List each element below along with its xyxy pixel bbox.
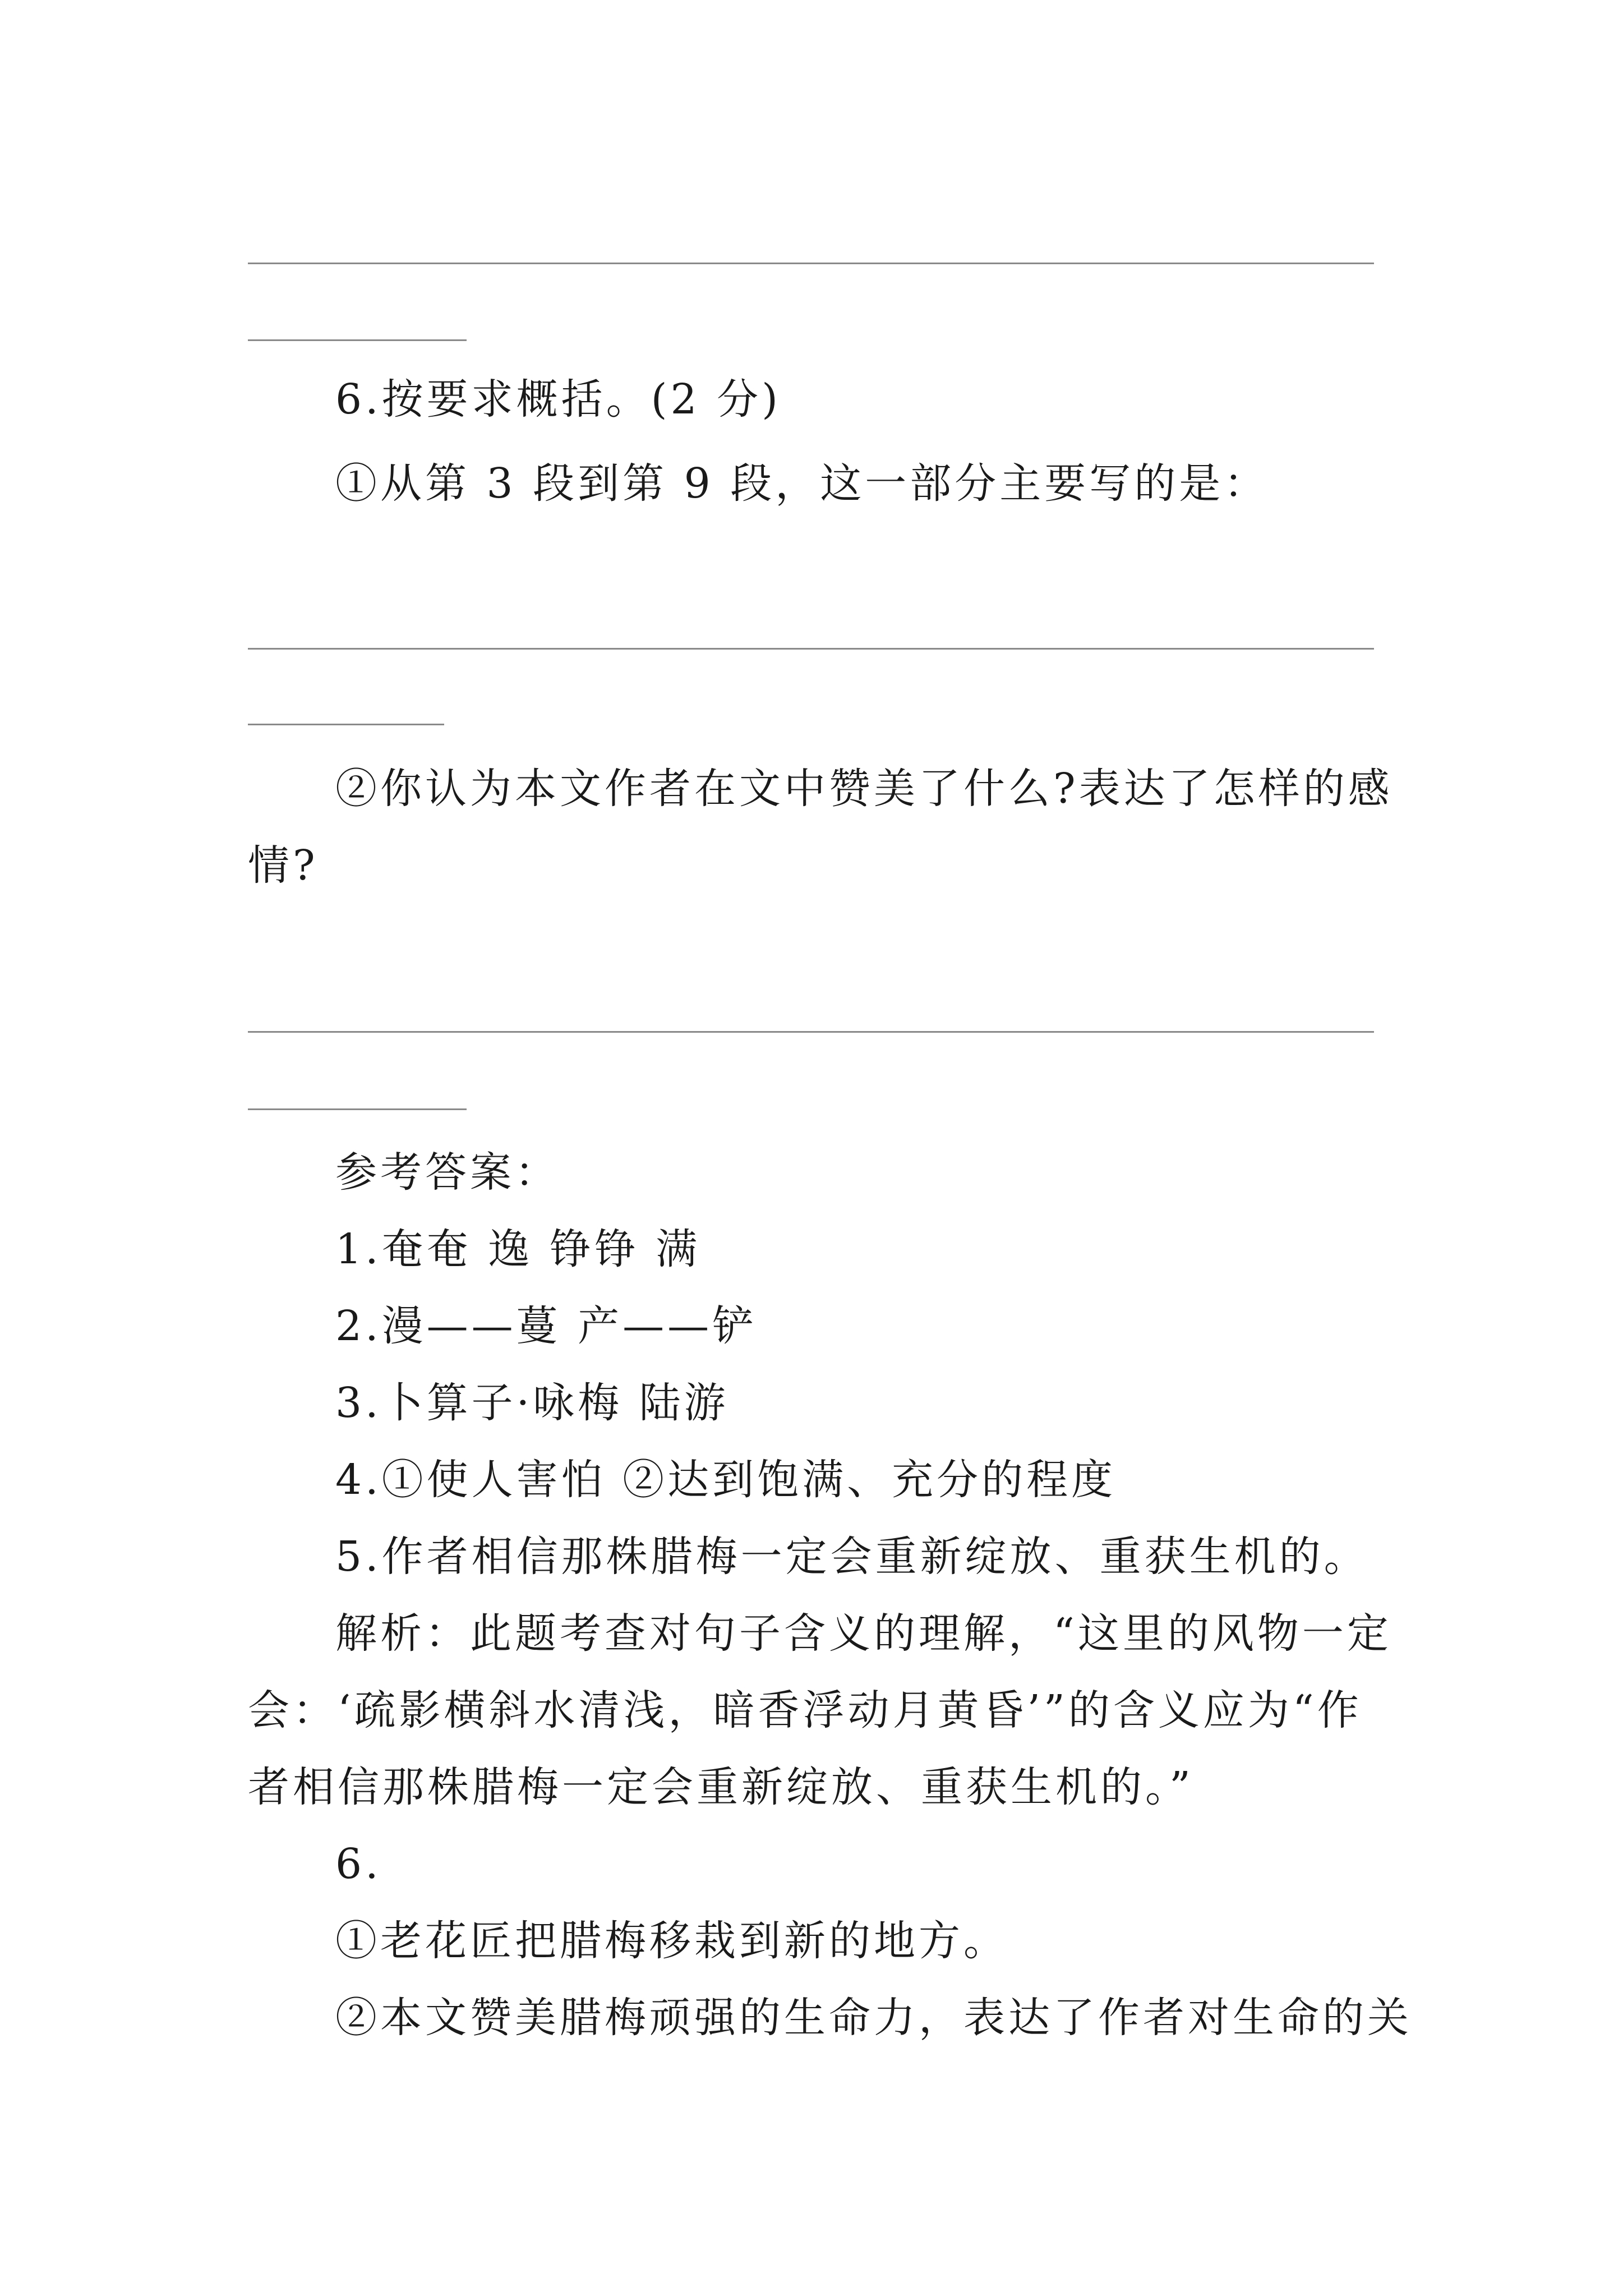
question-6-part-2-line-1: ②你认为本文作者在文中赞美了什么?表达了怎样的感 (335, 765, 1393, 813)
answer-5: 5.作者相信那株腊梅一定会重新绽放、重获生机的。 (335, 1533, 1369, 1581)
answer-blank-line (248, 263, 1374, 264)
answer-blank-line (248, 648, 1374, 650)
answers-title: 参考答案： (335, 1148, 560, 1197)
answer-6-label: 6. (335, 1840, 382, 1888)
analysis-line-3: 者相信那株腊梅一定会重新绽放、重获生机的。” (248, 1763, 1194, 1811)
answer-blank-line (248, 1031, 1374, 1033)
answer-blank-line (248, 339, 467, 341)
answer-blank-line (248, 724, 444, 725)
question-6-part-1: ①从第 3 段到第 9 段，这一部分主要写的是： (335, 459, 1269, 508)
analysis-line-1: 解析：此题考查对句子含义的理解，“这里的风物一定 (335, 1609, 1392, 1658)
answer-6-part-2: ②本文赞美腊梅顽强的生命力，表达了作者对生命的关 (335, 1994, 1412, 2042)
answer-2: 2.漫——蔓 产——铲 (335, 1302, 758, 1350)
answer-blank-line (248, 1108, 467, 1110)
answer-4: 4.①使人害怕 ②达到饱满、充分的程度 (335, 1456, 1117, 1504)
answer-3: 3.卜算子·咏梅 陆游 (335, 1379, 729, 1427)
question-6-heading: 6.按要求概括。(2 分) (335, 375, 781, 424)
answer-6-part-1: ①老花匠把腊梅移栽到新的地方。 (335, 1917, 1008, 1965)
answer-1: 1.奄奄 逸 铮铮 满 (335, 1225, 701, 1273)
question-6-part-2-line-2: 情? (248, 841, 319, 890)
analysis-line-2: 会：‘疏影横斜水清浅，暗香浮动月黄昏’”的含义应为“作 (248, 1686, 1362, 1734)
